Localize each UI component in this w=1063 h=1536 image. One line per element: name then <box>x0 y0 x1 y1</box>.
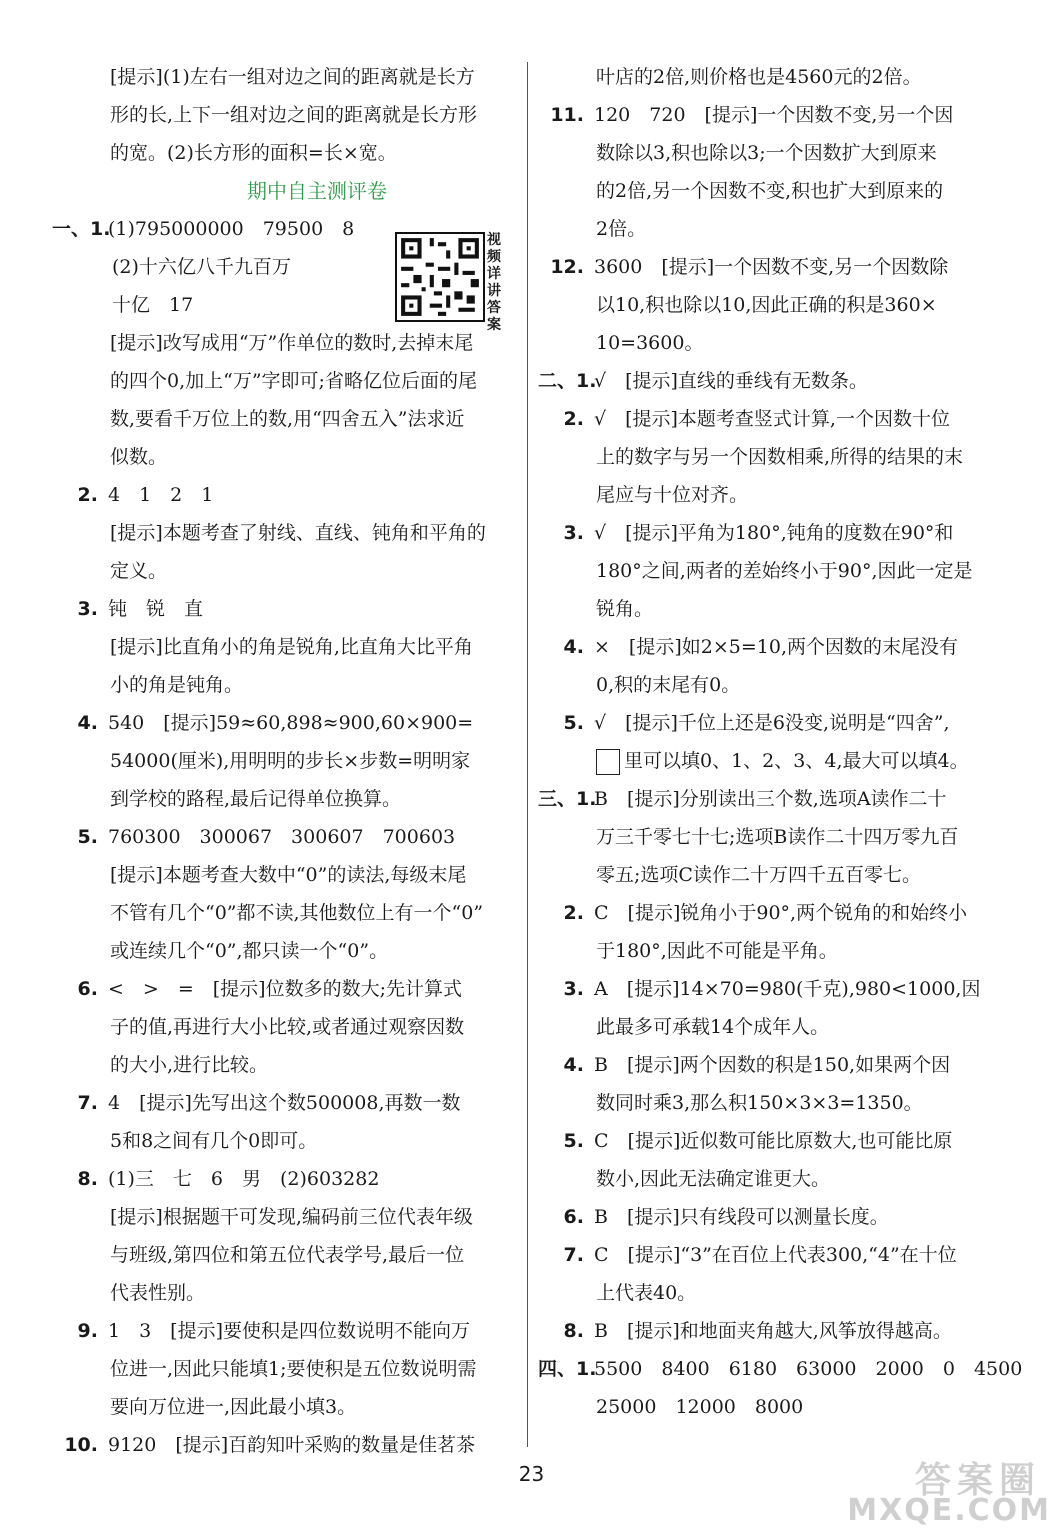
answer-line <box>538 1350 1023 1388</box>
answer-text: (1)三 七 6 男 (2)603282 <box>108 1168 380 1190</box>
answer-line <box>52 590 522 628</box>
answer-text: 10=3600。 <box>596 332 704 354</box>
answer-line <box>52 400 522 438</box>
question-number: 2. <box>563 408 584 430</box>
answer-line <box>52 894 522 932</box>
answer-text: 0,积的末尾有0。 <box>596 674 741 696</box>
question-number: 2. <box>77 484 98 506</box>
answer-text: 的大小,进行比较。 <box>110 1054 269 1076</box>
watermark-logo <box>847 1452 1051 1528</box>
answer-line <box>538 1312 1013 1350</box>
answer-text: 5和8之间有几个0即可。 <box>110 1130 318 1152</box>
answer-line <box>52 362 522 400</box>
answer-line <box>538 286 1013 324</box>
answer-line <box>52 1122 522 1160</box>
answer-text: 似数。 <box>110 446 168 468</box>
answer-text: 以10,积也除以10,因此正确的积是360× <box>596 294 937 316</box>
answer-text: 25000 12000 8000 <box>596 1396 804 1418</box>
item-label <box>538 96 584 134</box>
answer-text: 此最多可承载14个成年人。 <box>596 1016 830 1038</box>
answer-text: [提示]本题考查了射线、直线、钝角和平角的 <box>110 522 486 544</box>
answer-line <box>538 172 1013 210</box>
question-number: 8. <box>77 1168 98 1190</box>
item-label <box>538 400 584 438</box>
answer-line <box>538 1084 1013 1122</box>
answer-line <box>52 628 522 666</box>
answer-text: 3600 [提示]一个因数不变,另一个因数除 <box>594 256 949 278</box>
question-number: 5. <box>563 1130 584 1152</box>
qr-label: 视频详讲答案 <box>487 232 501 333</box>
item-label <box>538 1236 584 1274</box>
answer-line <box>538 1198 1013 1236</box>
answer-text: B [提示]只有线段可以测量长度。 <box>594 1206 889 1228</box>
item-label <box>538 1312 584 1350</box>
answer-text: 数小,因此无法确定谁更大。 <box>596 1168 831 1190</box>
item-label <box>52 1426 98 1464</box>
item-label <box>52 818 98 856</box>
item-label <box>52 590 98 628</box>
answer-text: 9120 [提示]百韵知叶采购的数量是佳茗茶 <box>108 1434 476 1456</box>
answer-line <box>538 970 1013 1008</box>
answer-text: (2)十六亿八千九百万 <box>112 256 291 278</box>
answer-text: 5500 8400 6180 63000 2000 0 4500 <box>594 1358 1023 1380</box>
answer-text: 锐角。 <box>596 598 654 620</box>
item-label <box>538 1198 584 1236</box>
question-number: 3. <box>563 978 584 1000</box>
item-label <box>538 1350 597 1388</box>
question-number: 1. <box>576 788 597 810</box>
answer-line <box>52 666 522 704</box>
answer-line <box>538 248 1013 286</box>
item-label <box>538 970 584 1008</box>
answer-text: 或连续几个“0”,都只读一个“0”。 <box>110 940 389 962</box>
answer-line <box>538 1122 1013 1160</box>
answer-line <box>538 476 1013 514</box>
item-label <box>538 248 584 286</box>
qr-code-icon <box>395 232 485 322</box>
answer-line <box>538 1046 1013 1084</box>
answer-text: 定义。 <box>110 560 168 582</box>
answer-text: [提示]根据题干可发现,编码前三位代表年级 <box>110 1206 473 1228</box>
question-number: 3. <box>563 522 584 544</box>
answer-line <box>52 856 522 894</box>
answer-text: C [提示]近似数可能比原数大,也可能比原 <box>594 1130 953 1152</box>
answer-line <box>52 1084 522 1122</box>
answer-text: 叶店的2倍,则价格也是4560元的2倍。 <box>596 66 922 88</box>
question-number: 1. <box>576 370 597 392</box>
answer-text: √ [提示]直线的垂线有无数条。 <box>594 370 868 392</box>
answer-line <box>538 894 1013 932</box>
item-label <box>538 894 584 932</box>
answer-text: × [提示]如2×5=10,两个因数的末尾没有 <box>594 636 958 658</box>
answer-text: 540 [提示]59≈60,898≈900,60×900= <box>108 712 474 734</box>
answer-text: C [提示]“3”在百位上代表300,“4”在十位 <box>594 1244 957 1266</box>
section-number: 二、 <box>538 370 577 392</box>
answer-text: 零五;选项C读作二十万四千五百零七。 <box>596 864 921 886</box>
answer-text: < > = [提示]位数多的数大;先计算式 <box>108 978 462 1000</box>
answer-text: √ [提示]本题考查竖式计算,一个因数十位 <box>594 408 950 430</box>
answer-line <box>538 628 1013 666</box>
blank-box-icon <box>596 749 620 775</box>
answer-line <box>52 1198 522 1236</box>
question-number: 3. <box>77 598 98 620</box>
answer-text: 数除以3,积也除以3;一个因数扩大到原来 <box>596 142 937 164</box>
answer-text: 54000(厘米),用明明的步长×步数=明明家 <box>110 750 471 772</box>
answer-text: 数,要看千万位上的数,用“四舍五入”法求近 <box>110 408 465 430</box>
section-heading: 期中自主测评卷 <box>247 179 387 203</box>
answer-line <box>52 1312 522 1350</box>
right-column <box>538 58 1023 1426</box>
qr-code[interactable] <box>395 232 513 333</box>
watermark-cn: 答案圈 <box>914 1460 1041 1501</box>
question-number: 12. <box>550 256 584 278</box>
item-label <box>52 704 98 742</box>
answer-text: 要向万位进一,因此最小填3。 <box>110 1396 357 1418</box>
answer-text: [提示](1)左右一组对边之间的距离就是长方 <box>110 66 475 88</box>
item-label <box>538 1046 584 1084</box>
item-label <box>52 1160 98 1198</box>
answer-line <box>538 1274 1013 1312</box>
answer-text: 不管有几个“0”都不读,其他数位上有一个“0” <box>110 902 484 924</box>
answer-text: 尾应与十位对齐。 <box>596 484 749 506</box>
answer-text: √ [提示]千位上还是6没变,说明是“四舍”, <box>594 712 950 734</box>
answer-line <box>52 1236 522 1274</box>
answer-text: 180°之间,两者的差始终小于90°,因此一定是 <box>596 560 973 582</box>
answer-text: 上的数字与另一个因数相乘,所得的结果的末 <box>596 446 964 468</box>
answer-line <box>52 1388 522 1426</box>
question-number: 11. <box>550 104 584 126</box>
question-number: 7. <box>77 1092 98 1114</box>
question-number: 10. <box>64 1434 98 1456</box>
answer-text: 小的角是钝角。 <box>110 674 244 696</box>
answer-line <box>538 400 1013 438</box>
answer-line <box>538 742 1013 780</box>
question-number: 1. <box>576 1358 597 1380</box>
answer-line <box>538 438 1013 476</box>
question-number: 2. <box>563 902 584 924</box>
item-label <box>538 628 584 666</box>
answer-text: 上代表40。 <box>596 1282 697 1304</box>
answer-line <box>538 932 1013 970</box>
answer-text: [提示]本题考查大数中“0”的读法,每级末尾 <box>110 864 467 886</box>
page-number: 23 <box>518 1462 545 1486</box>
question-number: 5. <box>77 826 98 848</box>
question-number: 4. <box>563 1054 584 1076</box>
question-number: 1. <box>90 218 111 240</box>
answer-line <box>52 552 522 590</box>
answer-text: 760300 300067 300607 700603 <box>108 826 456 848</box>
answer-text: [提示]比直角小的角是锐角,比直角大比平角 <box>110 636 473 658</box>
answer-text: C [提示]锐角小于90°,两个锐角的和始终小 <box>594 902 968 924</box>
answer-line <box>52 1274 522 1312</box>
answer-line <box>52 324 522 362</box>
answer-line <box>538 666 1013 704</box>
answer-line <box>52 1046 522 1084</box>
answer-text: 数同时乘3,那么积150×3×3=1350。 <box>596 1092 923 1114</box>
answer-line <box>538 1160 1013 1198</box>
answer-text: [提示]改写成用“万”作单位的数时,去掉末尾 <box>110 332 474 354</box>
answer-text: 子的值,再进行大小比较,或者通过观察因数 <box>110 1016 465 1038</box>
section-number: 四、 <box>538 1358 577 1380</box>
answer-line <box>52 438 522 476</box>
answer-line <box>538 514 1013 552</box>
answer-text: 钝 锐 直 <box>108 598 204 620</box>
answer-line <box>538 818 1013 856</box>
answer-text: 2倍。 <box>596 218 647 240</box>
answer-text: B [提示]两个因数的积是150,如果两个因 <box>594 1054 951 1076</box>
answer-line <box>52 1008 522 1046</box>
item-label <box>52 476 98 514</box>
answer-text: 于180°,因此不可能是平角。 <box>596 940 838 962</box>
answer-line <box>52 1160 522 1198</box>
item-label <box>52 970 98 1008</box>
answer-line <box>538 362 1013 400</box>
answer-line <box>52 514 522 552</box>
item-label <box>52 210 111 248</box>
question-number: 6. <box>563 1206 584 1228</box>
question-number: 8. <box>563 1320 584 1342</box>
answer-line <box>52 134 522 172</box>
answer-text: (1)795000000 79500 8 <box>108 218 355 240</box>
answer-line <box>52 1426 522 1464</box>
question-number: 4. <box>563 636 584 658</box>
answer-line <box>52 970 522 1008</box>
question-number: 6. <box>77 978 98 1000</box>
answer-text: 的四个0,加上“万”字即可;省略亿位后面的尾 <box>110 370 477 392</box>
answer-line <box>52 742 522 780</box>
item-label <box>538 1122 584 1160</box>
answer-text: 万三千零七十七;选项B读作二十四万零九百 <box>596 826 959 848</box>
item-label <box>538 780 597 818</box>
answer-line <box>538 324 1013 362</box>
answer-line <box>538 552 1013 590</box>
answer-line <box>538 704 1013 742</box>
answer-line <box>52 58 522 96</box>
answer-line <box>52 932 522 970</box>
section-number: 三、 <box>538 788 577 810</box>
answer-text: 4 1 2 1 <box>108 484 214 506</box>
answer-line <box>52 1350 522 1388</box>
answer-text: 120 720 [提示]一个因数不变,另一个因 <box>594 104 954 126</box>
answer-line <box>538 1008 1013 1046</box>
answer-text: √ [提示]平角为180°,钝角的度数在90°和 <box>594 522 954 544</box>
answer-text: 十亿 17 <box>112 294 194 316</box>
answer-line <box>538 856 1013 894</box>
answer-text: 代表性别。 <box>110 1282 206 1304</box>
question-number: 9. <box>77 1320 98 1342</box>
answer-line <box>538 1236 1013 1274</box>
answer-text: 与班级,第四位和第五位代表学号,最后一位 <box>110 1244 465 1266</box>
question-number: 5. <box>563 712 584 734</box>
answer-text: 位进一,因此只能填1;要使积是五位数说明需 <box>110 1358 477 1380</box>
item-label <box>538 514 584 552</box>
answer-text: B [提示]分别读出三个数,选项A读作二十 <box>594 788 947 810</box>
answer-text: 4 [提示]先写出这个数500008,再数一数 <box>108 1092 461 1114</box>
answer-line <box>52 704 522 742</box>
item-label <box>538 704 584 742</box>
answer-text: B [提示]和地面夹角越大,风筝放得越高。 <box>594 1320 952 1342</box>
answer-line <box>538 58 1013 96</box>
item-label <box>538 362 597 400</box>
answer-text: A [提示]14×70=980(千克),980<1000,因 <box>594 978 981 1000</box>
question-number: 4. <box>77 712 98 734</box>
watermark-en: MXQE.COM <box>847 1493 1051 1528</box>
question-number: 7. <box>563 1244 584 1266</box>
answer-text: 里可以填0、1、2、3、4,最大可以填4。 <box>624 750 969 772</box>
answer-line <box>52 818 522 856</box>
answer-line <box>538 1388 1013 1426</box>
answer-text: 1 3 [提示]要使积是四位数说明不能向万 <box>108 1320 471 1342</box>
item-label <box>52 1312 98 1350</box>
answer-line <box>538 96 1013 134</box>
answer-text: 到学校的路程,最后记得单位换算。 <box>110 788 402 810</box>
column-divider <box>527 62 528 1447</box>
answer-line <box>52 780 522 818</box>
answer-text: 形的长,上下一组对边之间的距离就是长方形 <box>110 104 478 126</box>
answer-line <box>52 476 522 514</box>
answer-line <box>538 780 1013 818</box>
answer-line <box>538 590 1013 628</box>
answer-line <box>538 134 1013 172</box>
answer-text: 的宽。(2)长方形的面积=长×宽。 <box>110 142 397 164</box>
answer-line <box>52 96 522 134</box>
section-number: 一、 <box>52 218 91 240</box>
answer-text: 的2倍,另一个因数不变,积也扩大到原来的 <box>596 180 944 202</box>
item-label <box>52 1084 98 1122</box>
answer-line <box>538 210 1013 248</box>
